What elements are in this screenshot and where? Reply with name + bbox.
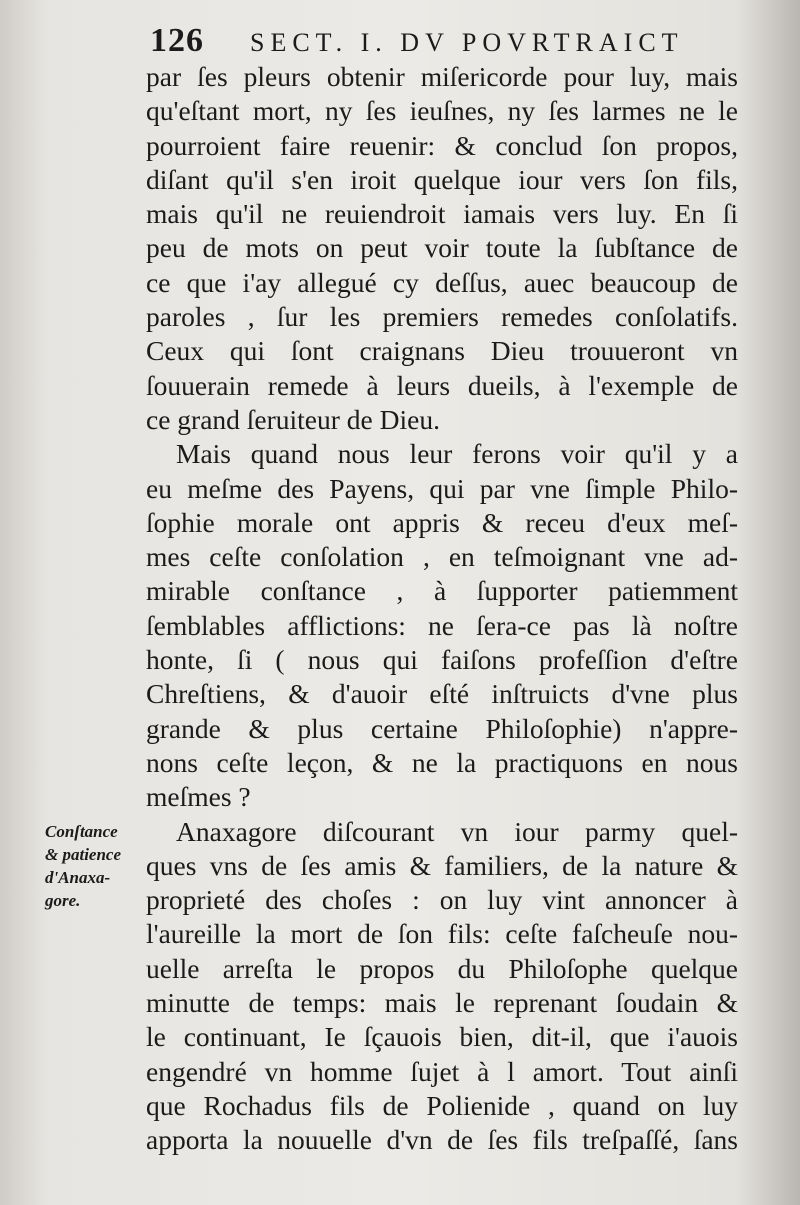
text-line: Ceux qui ſont craignans Dieu trouueront vn — [146, 335, 738, 367]
text-line: Mais quand nous leur ferons voir qu'il y a — [176, 438, 738, 470]
margin-note-line: d'Anaxa- — [45, 868, 111, 887]
text-line: ſouuerain remede à leurs dueils, à l'exemple de — [146, 369, 738, 401]
page-number: 126 — [150, 22, 204, 59]
text-line: eu meſme des Payens, qui par vne ſimple Philo- — [146, 472, 738, 504]
text-line: peu de mots on peut voir toute la ſubſtance de — [146, 232, 738, 264]
text-line: uelle arreſta le propos du Philoſophe quelque — [146, 952, 738, 984]
text-line: diſant qu'il s'en iroit quelque iour vers ſon fils, — [146, 163, 738, 195]
text-line: ce que i'ay allegué cy deſſus, auec beaucoup de — [146, 266, 738, 298]
body-text — [146, 60, 738, 1158]
text-line: apporta la nouuelle d'vn de ſes fils treſpaſſé, ſans — [146, 1124, 738, 1156]
text-line: minutte de temps: mais le reprenant ſoudain & — [146, 987, 738, 1019]
margin-note-line: gore. — [45, 891, 81, 910]
text-line: par ſes pleurs obtenir miſericorde pour luy, mais — [146, 61, 738, 92]
text-line: que Rochadus fils de Polienide , quand on luy — [146, 1089, 738, 1121]
text-line: meſmes ? — [146, 781, 251, 813]
text-line: Chreſtiens, & d'auoir eſté inſtruicts d'vne plus — [146, 678, 738, 710]
text-line: engendré vn homme ſujet à l amort. Tout ainſi — [146, 1055, 738, 1087]
text-line: proprieté des choſes : on luy vint annoncer à — [146, 884, 738, 916]
text-line: mes ceſte conſolation , en teſmoignant vne ad- — [146, 541, 738, 573]
text-line: l'aureille la mort de ſon fils: ceſte faſcheuſe nou- — [146, 918, 738, 950]
page-header — [150, 18, 740, 62]
margin-note — [45, 820, 155, 912]
text-line: ques vns de ſes amis & familiers, de la nature & — [146, 849, 738, 881]
text-line: honte, ſi ( nous qui faiſons profeſſion d'eſtre — [146, 644, 738, 676]
text-line: nons ceſte leçon, & ne la practiquons en nous — [146, 746, 738, 778]
text-line: le continuant, Ie ſçauois bien, dit-il, que i'auois — [146, 1021, 738, 1053]
text-line: qu'eſtant mort, ny ſes ieuſnes, ny ſes larmes ne le — [146, 95, 738, 127]
margin-note-line: Conſtance — [45, 822, 118, 841]
text-line: ſophie morale ont appris & receu d'eux meſ- — [146, 506, 738, 538]
text-line: ſemblables afflictions: ne ſera-ce pas là noſtre — [146, 609, 738, 641]
text-line: paroles , ſur les premiers remedes conſolatifs. — [146, 301, 738, 333]
margin-note-line: & patience — [45, 845, 122, 864]
text-line: Anaxagore diſcourant vn iour parmy quel- — [176, 815, 738, 847]
text-line: ce grand ſeruiteur de Dieu. — [146, 403, 440, 435]
running-head: SECT. I. DV POVRTRAICT — [250, 28, 684, 57]
text-line: pourroient faire reuenir: & conclud ſon propos, — [146, 129, 738, 161]
text-line: grande & plus certaine Philoſophie) n'appre- — [146, 712, 738, 744]
text-line: mais qu'il ne reuiendroit iamais vers luy. En ſi — [146, 198, 738, 230]
text-line: mirable conſtance , à ſupporter patiemment — [146, 575, 738, 607]
